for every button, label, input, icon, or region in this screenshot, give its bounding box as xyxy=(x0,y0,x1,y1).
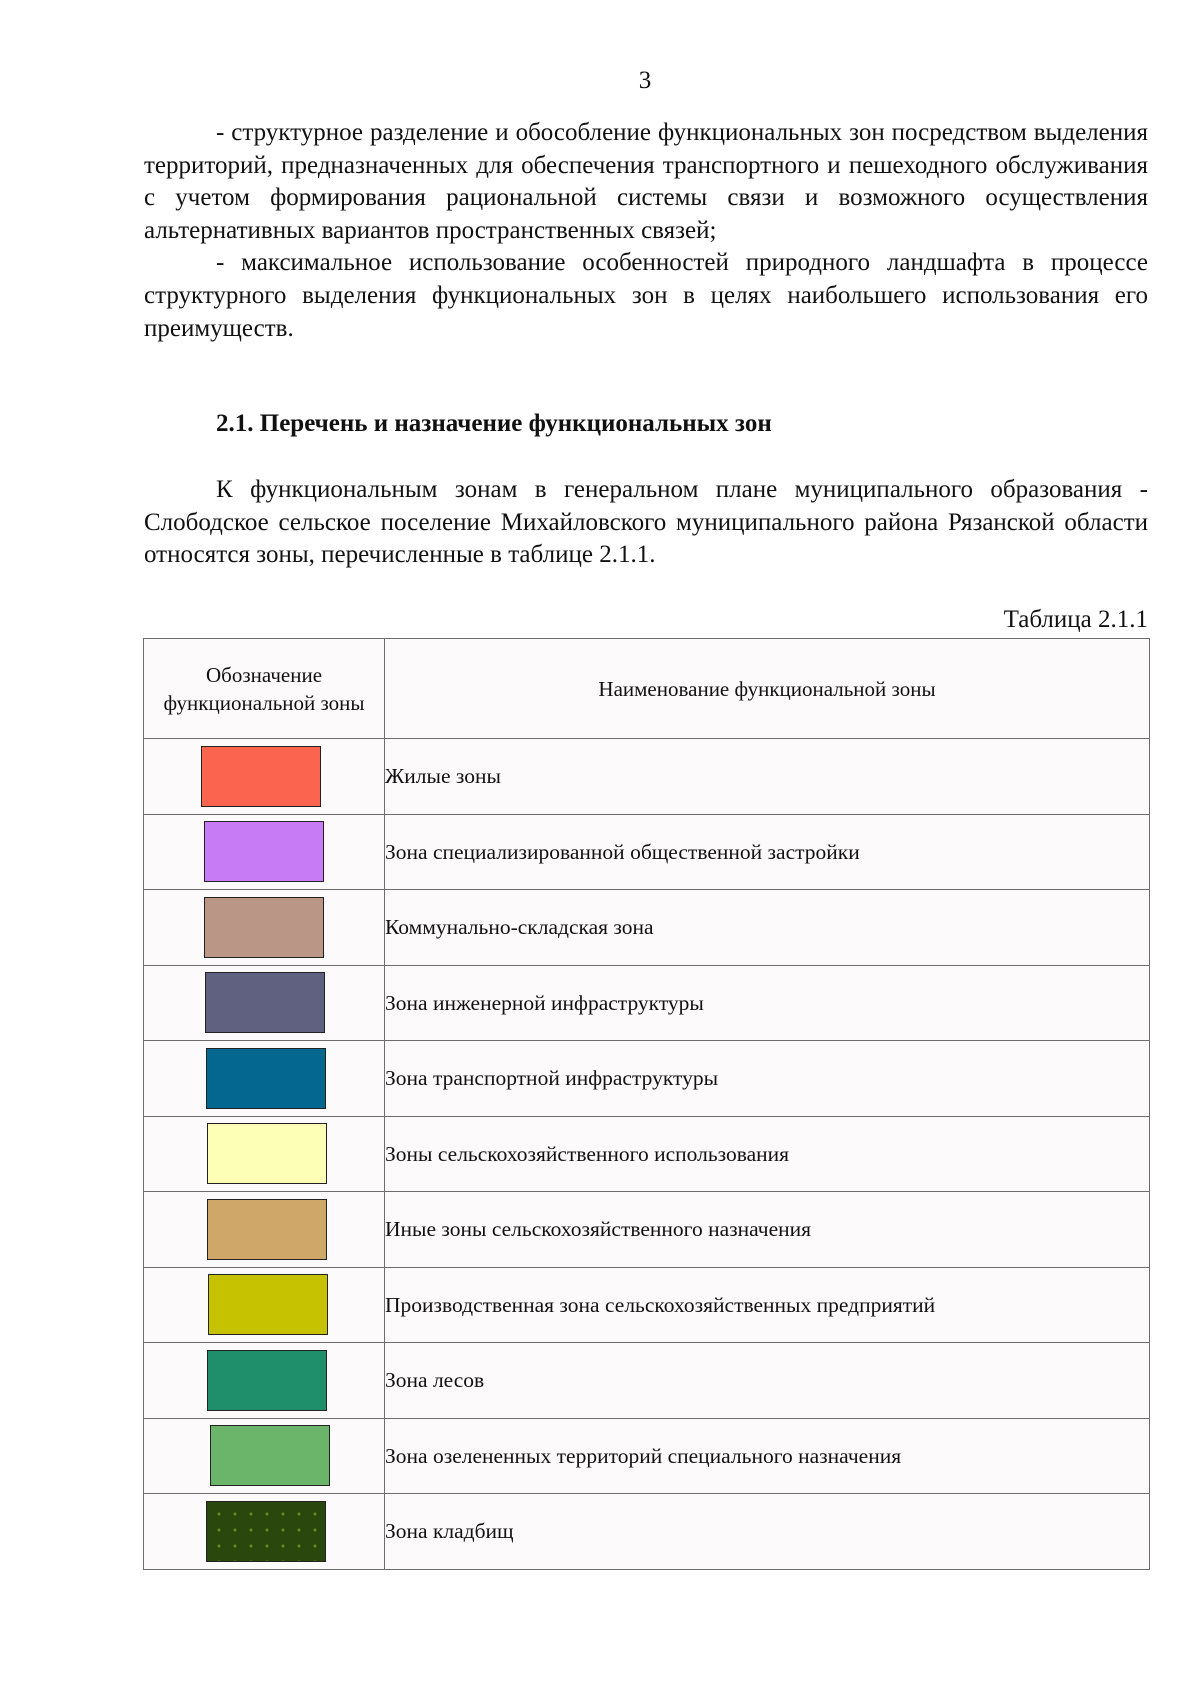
zone-name: Жилые зоны xyxy=(385,739,1150,815)
zone-name: Зона кладбищ xyxy=(385,1494,1150,1570)
table-caption: Таблица 2.1.1 xyxy=(1003,606,1148,633)
zone-color-swatch xyxy=(207,1123,327,1184)
zone-color-swatch xyxy=(201,746,321,807)
zone-swatch-cell xyxy=(144,890,385,966)
zone-color-swatch xyxy=(210,1425,330,1486)
zone-swatch-cell xyxy=(144,1267,385,1343)
zone-name: Производственная зона сельскохозяйственных предприятий xyxy=(385,1267,1150,1343)
zone-color-swatch xyxy=(204,821,324,882)
zone-color-swatch xyxy=(208,1274,328,1335)
zone-color-swatch xyxy=(204,897,324,958)
paragraph: К функциональным зонам в генеральном плане муниципального образования - Слободское сельское поселение Михайловского муниципального района Рязанской области относятся зоны, перечисленные в таблице 2.1.1. xyxy=(144,476,1148,569)
zone-swatch-cell xyxy=(144,1041,385,1117)
header-zone-name: Наименование функциональной зоны xyxy=(385,639,1150,739)
zones-table-body xyxy=(144,739,1150,1570)
zone-swatch-cell xyxy=(144,1494,385,1570)
zone-name: Коммунально-складская зона xyxy=(385,890,1150,966)
table-row xyxy=(144,1418,1150,1494)
zone-color-swatch xyxy=(206,1048,326,1109)
table-row xyxy=(144,1494,1150,1570)
zone-swatch-cell xyxy=(144,739,385,815)
table-row xyxy=(144,1192,1150,1268)
zone-name: Зоны сельскохозяйственного использования xyxy=(385,1116,1150,1192)
zone-swatch-cell xyxy=(144,965,385,1041)
table-row xyxy=(144,1041,1150,1117)
zone-name: Зона транспортной инфраструктуры xyxy=(385,1041,1150,1117)
zone-swatch-cell xyxy=(144,1116,385,1192)
table-row xyxy=(144,1343,1150,1419)
section-heading: 2.1. Перечень и назначение функциональных зон xyxy=(216,410,772,437)
zone-color-swatch xyxy=(207,1199,327,1260)
table-header-row xyxy=(144,639,1150,739)
zone-color-swatch xyxy=(206,1501,326,1562)
zone-swatch-cell xyxy=(144,1418,385,1494)
paragraph: - максимальное использование особенностей природного ландшафта в процессе структурного выделения функциональных зон в целях наибольшего использования его преимуществ. xyxy=(144,249,1148,342)
page-number: 3 xyxy=(638,67,652,94)
zone-swatch-cell xyxy=(144,1192,385,1268)
table-row xyxy=(144,1267,1150,1343)
header-designation: Обозначение функциональной зоны xyxy=(144,639,385,739)
zone-name: Зона лесов xyxy=(385,1343,1150,1419)
table-row xyxy=(144,1116,1150,1192)
zone-name: Зона озелененных территорий специального назначения xyxy=(385,1418,1150,1494)
zone-name: Зона инженерной инфраструктуры xyxy=(385,965,1150,1041)
table-row xyxy=(144,965,1150,1041)
table-row xyxy=(144,739,1150,815)
zone-name: Иные зоны сельскохозяйственного назначения xyxy=(385,1192,1150,1268)
intro-text xyxy=(144,117,1148,345)
zone-color-swatch xyxy=(205,972,325,1033)
zone-color-swatch xyxy=(207,1350,327,1411)
table-row xyxy=(144,814,1150,890)
zone-name: Зона специализированной общественной застройки xyxy=(385,814,1150,890)
zone-swatch-cell xyxy=(144,1343,385,1419)
lead-text xyxy=(144,474,1148,572)
table-row xyxy=(144,890,1150,966)
zone-swatch-cell xyxy=(144,814,385,890)
paragraph: - структурное разделение и обособление функциональных зон посредством выделения территорий, предназначенных для обеспечения транспортного и пешеходного обслуживания с учетом формирования рациональной системы связи и возможного осуществления альтернативных вариантов пространственных связей; xyxy=(144,119,1148,244)
zones-table xyxy=(143,638,1150,1570)
